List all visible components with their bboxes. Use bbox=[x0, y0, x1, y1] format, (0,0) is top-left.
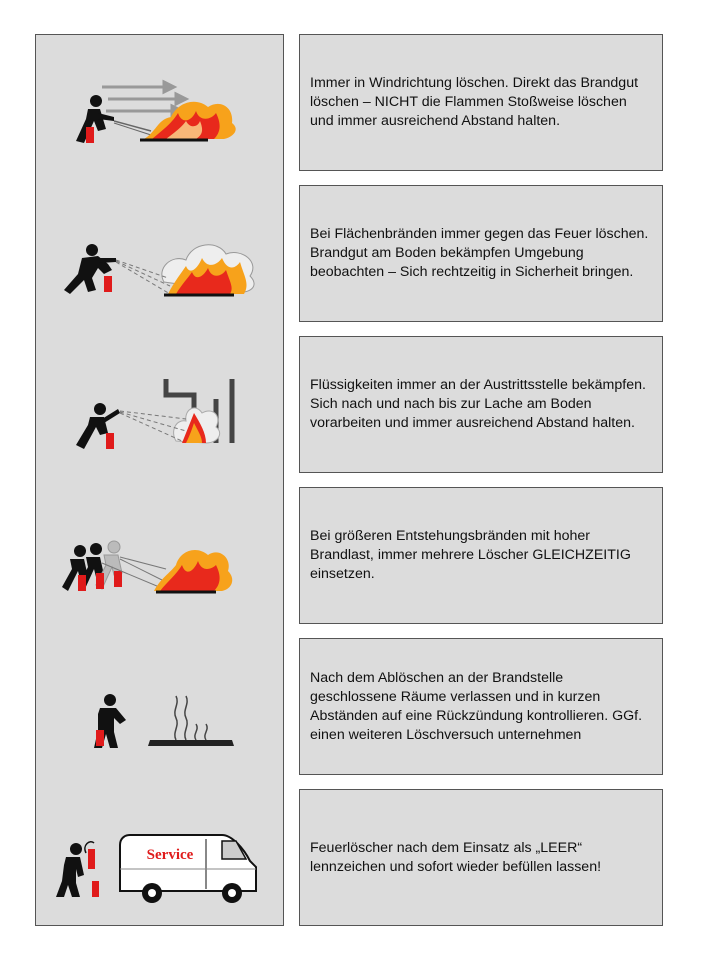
instruction-text: Bei Flächenbränden immer gegen das Feuer löschen. Brandgut am Boden bekämpfen Umgebung beobachten – Sich rechtzeitig in Sicherheit bringen. bbox=[310, 226, 649, 280]
reignition-check-icon bbox=[36, 680, 285, 810]
illustration-panel bbox=[35, 34, 284, 926]
instruction-text: Bei größeren Entstehungsbränden mit hoher Brandlast, immer mehrere Löscher GLEICHZEITIG einsetzen. bbox=[310, 528, 631, 582]
instruction-text: Feuerlöscher nach dem Einsatz als „LEER“ lennzeichen und sofort wieder befüllen lassen! bbox=[310, 839, 602, 875]
instruction-box bbox=[299, 336, 663, 473]
multiple-extinguishers-icon bbox=[36, 529, 285, 659]
instruction-box bbox=[299, 638, 663, 775]
surface-fire-extinguishing-icon bbox=[36, 228, 285, 358]
wind-direction-extinguishing-icon bbox=[36, 77, 285, 207]
instruction-box bbox=[299, 789, 663, 926]
instruction-box bbox=[299, 34, 663, 171]
liquid-leak-fire-icon bbox=[36, 379, 285, 509]
instruction-text: Flüssigkeiten immer an der Austrittsstelle bekämpfen. Sich nach und nach bis zur Lache am Boden vorarbeiten und immer ausreichend Abstand halten. bbox=[310, 377, 646, 431]
instruction-text: Nach dem Ablöschen an der Brandstelle geschlossene Räume verlassen und in kurzen Abständen auf eine Rückzündung kontrollieren. GGf. einen weiteren Löschversuch unternehmen bbox=[310, 669, 643, 743]
instruction-text: Immer in Windrichtung löschen. Direkt das Brandgut löschen – NICHT die Flammen Stoßweise löschen und immer ausreichend Abstand halten. bbox=[310, 75, 639, 129]
service-van-refill-icon bbox=[36, 831, 285, 961]
instruction-box bbox=[299, 185, 663, 322]
instruction-box bbox=[299, 487, 663, 624]
van-service-label: Service bbox=[146, 847, 194, 863]
